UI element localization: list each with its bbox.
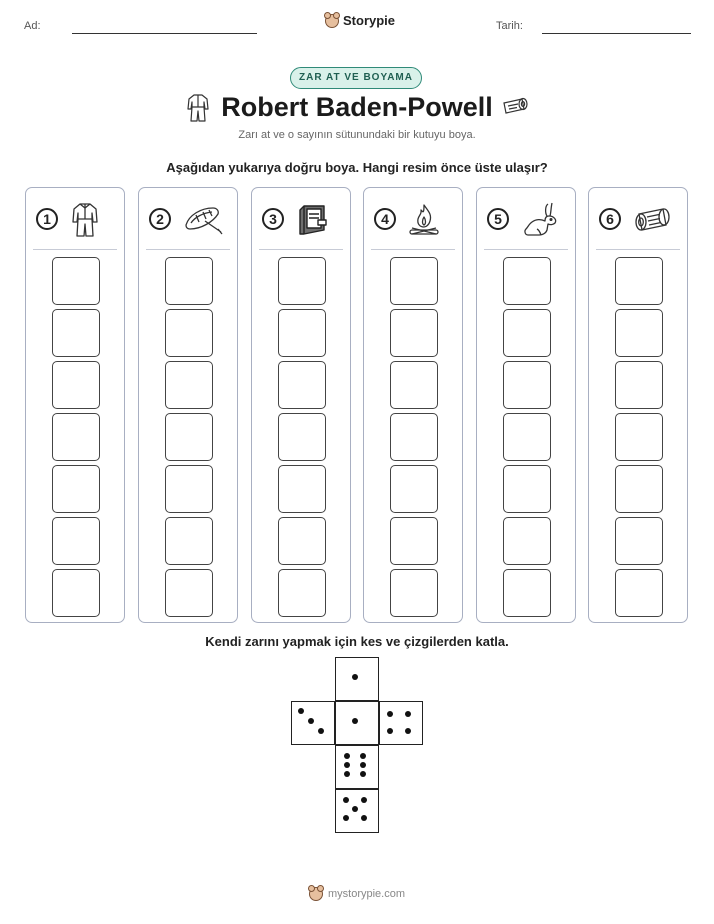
bear-icon: [309, 887, 323, 901]
color-box[interactable]: [390, 413, 438, 461]
date-line: [542, 33, 691, 34]
color-box[interactable]: [503, 569, 551, 617]
color-box[interactable]: [503, 361, 551, 409]
column-3: [251, 187, 351, 623]
die-face-3: [291, 701, 335, 745]
color-box[interactable]: [615, 257, 663, 305]
die-face-4: [379, 701, 423, 745]
date-label: Tarih:: [496, 20, 523, 32]
column-divider: [33, 249, 117, 250]
color-box[interactable]: [165, 517, 213, 565]
column-4: [363, 187, 463, 623]
die-face-1: [335, 701, 379, 745]
brand-name: Storypie: [343, 13, 396, 28]
color-box[interactable]: [52, 465, 100, 513]
color-box[interactable]: [503, 517, 551, 565]
color-box[interactable]: [615, 465, 663, 513]
color-box[interactable]: [503, 413, 551, 461]
color-box[interactable]: [390, 465, 438, 513]
log-icon: [633, 206, 673, 234]
page-subtitle: Zarı at ve o sayının sütunundaki bir kutuyu boya.: [238, 129, 476, 141]
footer: [309, 887, 405, 901]
bear-icon: [325, 14, 339, 28]
color-box[interactable]: [165, 309, 213, 357]
uniform-icon: [70, 202, 100, 238]
column-1: [25, 187, 125, 623]
brand-logo: [325, 13, 395, 28]
column-number: 1: [36, 208, 58, 230]
column-number: 6: [599, 208, 621, 230]
pip: [343, 815, 349, 821]
column-number: 5: [487, 208, 509, 230]
color-box[interactable]: [390, 309, 438, 357]
activity-badge: ZAR AT VE BOYAMA: [290, 67, 422, 89]
color-box[interactable]: [503, 257, 551, 305]
log-icon: [500, 97, 530, 115]
color-box[interactable]: [615, 517, 663, 565]
column-6: [588, 187, 688, 623]
name-line: [72, 33, 257, 34]
color-box[interactable]: [615, 569, 663, 617]
pip: [360, 753, 366, 759]
color-box[interactable]: [52, 309, 100, 357]
color-box[interactable]: [278, 309, 326, 357]
color-box[interactable]: [615, 413, 663, 461]
die-instruction: Kendi zarını yapmak için kes ve çizgilerden katla.: [205, 634, 509, 649]
name-label: Ad:: [24, 20, 41, 32]
rowboat-icon: [183, 205, 223, 235]
instruction: Aşağıdan yukarıya doğru boya. Hangi resim önce üste ulaşır?: [166, 160, 548, 175]
pip: [352, 806, 358, 812]
color-box[interactable]: [52, 517, 100, 565]
color-box[interactable]: [278, 413, 326, 461]
color-box[interactable]: [165, 465, 213, 513]
color-box[interactable]: [52, 569, 100, 617]
color-box[interactable]: [503, 309, 551, 357]
pip: [318, 728, 324, 734]
color-box[interactable]: [165, 257, 213, 305]
column-number: 4: [374, 208, 396, 230]
color-box[interactable]: [52, 361, 100, 409]
column-number: 3: [262, 208, 284, 230]
color-box[interactable]: [165, 569, 213, 617]
color-box[interactable]: [278, 569, 326, 617]
color-box[interactable]: [278, 517, 326, 565]
color-box[interactable]: [503, 465, 551, 513]
die-face-5: [335, 789, 379, 833]
pip: [308, 718, 314, 724]
book-icon: [296, 204, 328, 236]
pip: [361, 797, 367, 803]
color-box[interactable]: [390, 569, 438, 617]
page-title: Robert Baden-Powell: [221, 92, 493, 122]
color-box[interactable]: [165, 413, 213, 461]
pip: [361, 815, 367, 821]
rabbit-icon: [521, 200, 561, 240]
color-box[interactable]: [390, 361, 438, 409]
pip: [352, 674, 358, 680]
pip: [298, 708, 304, 714]
pip: [344, 762, 350, 768]
color-box[interactable]: [390, 517, 438, 565]
color-box[interactable]: [390, 257, 438, 305]
column-2: [138, 187, 238, 623]
column-divider: [596, 249, 680, 250]
pip: [405, 711, 411, 717]
column-number: 2: [149, 208, 171, 230]
pip: [352, 718, 358, 724]
pip: [387, 711, 393, 717]
pip: [343, 797, 349, 803]
footer-url[interactable]: mystorypie.com: [328, 888, 406, 900]
pip: [405, 728, 411, 734]
pip: [360, 771, 366, 777]
column-divider: [146, 249, 230, 250]
column-divider: [259, 249, 343, 250]
color-box[interactable]: [278, 361, 326, 409]
color-box[interactable]: [278, 465, 326, 513]
column-5: [476, 187, 576, 623]
column-divider: [484, 249, 568, 250]
color-box[interactable]: [52, 257, 100, 305]
campfire-icon: [408, 202, 440, 238]
color-box[interactable]: [165, 361, 213, 409]
pip: [387, 728, 393, 734]
pip: [344, 771, 350, 777]
die-face-6: [335, 745, 379, 789]
die-face-1-top: [335, 657, 379, 701]
pip: [344, 753, 350, 759]
column-divider: [371, 249, 455, 250]
color-box[interactable]: [615, 361, 663, 409]
pip: [360, 762, 366, 768]
color-box[interactable]: [615, 309, 663, 357]
color-box[interactable]: [52, 413, 100, 461]
color-box[interactable]: [278, 257, 326, 305]
